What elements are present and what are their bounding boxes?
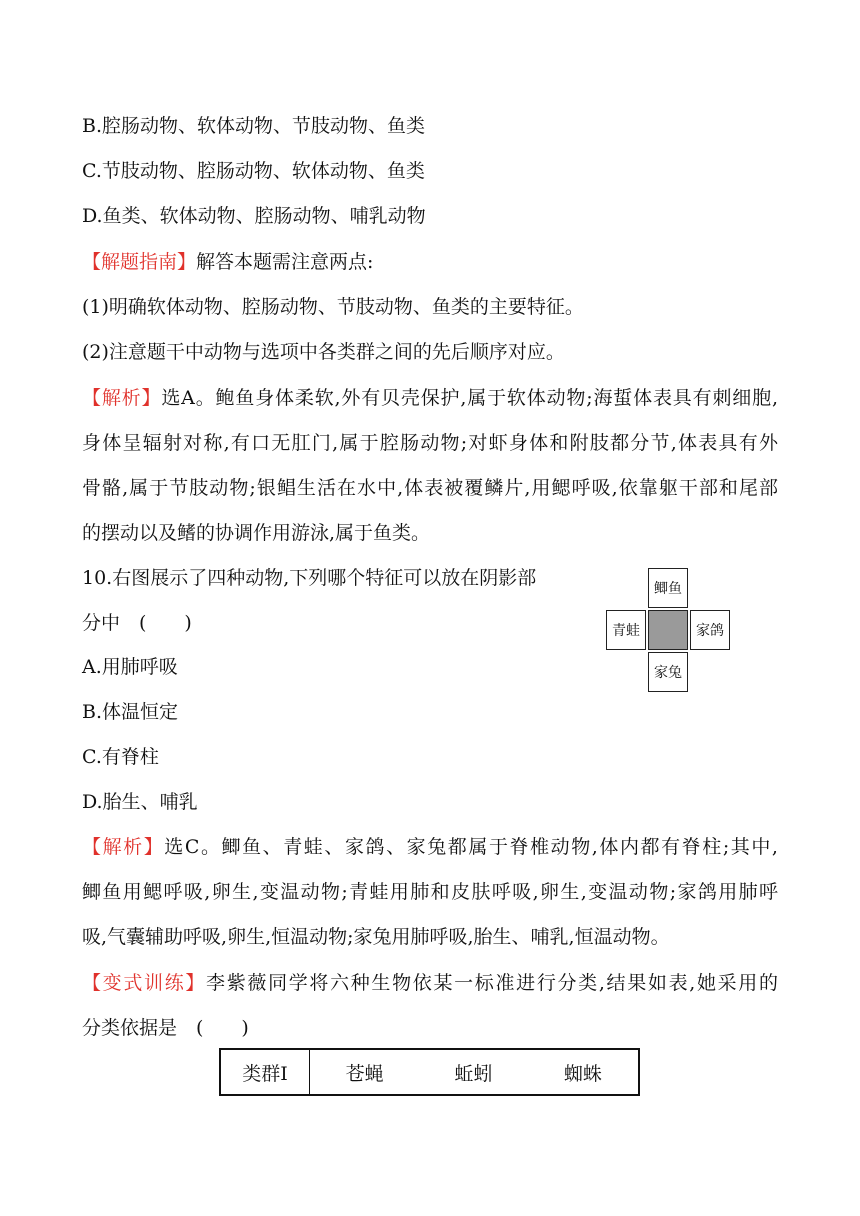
diagram-right-cell: 家鸽: [690, 610, 730, 650]
guide-point-1: (1)明确软体动物、腔肠动物、节肢动物、鱼类的主要特征。: [82, 296, 584, 318]
animal-cross-diagram: [606, 568, 730, 692]
table-cell: 蜘蛛: [563, 1062, 602, 1085]
guide-text: 解答本题需注意两点:: [196, 251, 374, 273]
analysis1-tag: 【解析】: [82, 387, 162, 409]
table-cell: 苍蝇: [345, 1062, 384, 1085]
diagram-bottom-cell: 家兔: [648, 652, 688, 692]
q10-stem-2: 分中 ( ): [82, 612, 192, 634]
analysis1-text: 选A。鲍鱼身体柔软,外有贝壳保护,属于软体动物;海蜇体表具有刺细胞,: [161, 387, 778, 409]
analysis2-line-1: [82, 833, 778, 861]
q10-option-d: D.胎生、哺乳: [82, 791, 198, 813]
guide-tag: 【解题指南】: [82, 251, 197, 273]
analysis2-line-3: 吸,气囊辅助呼吸,卵生,恒温动物;家兔用肺呼吸,胎生、哺乳,恒温动物。: [82, 926, 670, 948]
classification-table: [219, 1048, 640, 1096]
analysis2-tag: 【解析】: [82, 836, 165, 858]
q10-option-c: C.有脊柱: [82, 746, 159, 768]
analysis2-line-2: 鲫鱼用鳃呼吸,卵生,变温动物;青蛙用肺和皮肤呼吸,卵生,变温动物;家鸽用肺呼: [82, 881, 778, 903]
table-cell: 蚯蚓: [454, 1062, 493, 1085]
guide-point-2: (2)注意题干中动物与选项中各类群之间的先后顺序对应。: [82, 341, 565, 363]
analysis1-line-3: 骨骼,属于节肢动物;银鲳生活在水中,体表被覆鳞片,用鳃呼吸,依靠躯干部和尾部: [82, 477, 778, 499]
guide-heading: [82, 248, 373, 276]
analysis1-line-1: [82, 384, 778, 412]
diagram-center-shaded: [648, 610, 688, 650]
diagram-left-cell: 青蛙: [606, 610, 646, 650]
q10-stem-1: 10.右图展示了四种动物,下列哪个特征可以放在阴影部: [82, 567, 537, 589]
analysis1-line-2: 身体呈辐射对称,有口无肛门,属于腔肠动物;对虾身体和附肢都分节,体表具有外: [82, 432, 778, 454]
variant-tag: 【变式训练】: [82, 972, 207, 994]
option-c: C.节肢动物、腔肠动物、软体动物、鱼类: [82, 160, 425, 182]
option-d: D.鱼类、软体动物、腔肠动物、哺乳动物: [82, 205, 426, 227]
option-b: B.腔肠动物、软体动物、节肢动物、鱼类: [82, 115, 426, 137]
table-group-header: 类群Ⅰ: [220, 1049, 310, 1095]
variant-line-2: 分类依据是 ( ): [82, 1017, 249, 1039]
variant-line-1: [82, 969, 778, 997]
q10-option-b: B.体温恒定: [82, 701, 179, 723]
analysis1-line-4: 的摆动以及鳍的协调作用游泳,属于鱼类。: [82, 522, 431, 544]
table-row: [220, 1049, 639, 1095]
q10-option-a: A.用肺呼吸: [82, 656, 178, 678]
diagram-top-cell: 鲫鱼: [648, 568, 688, 608]
variant-text: 李紫薇同学将六种生物依某一标准进行分类,结果如表,她采用的: [206, 972, 778, 994]
analysis2-text: 选C。鲫鱼、青蛙、家鸽、家兔都属于脊椎动物,体内都有脊柱;其中,: [164, 836, 778, 858]
